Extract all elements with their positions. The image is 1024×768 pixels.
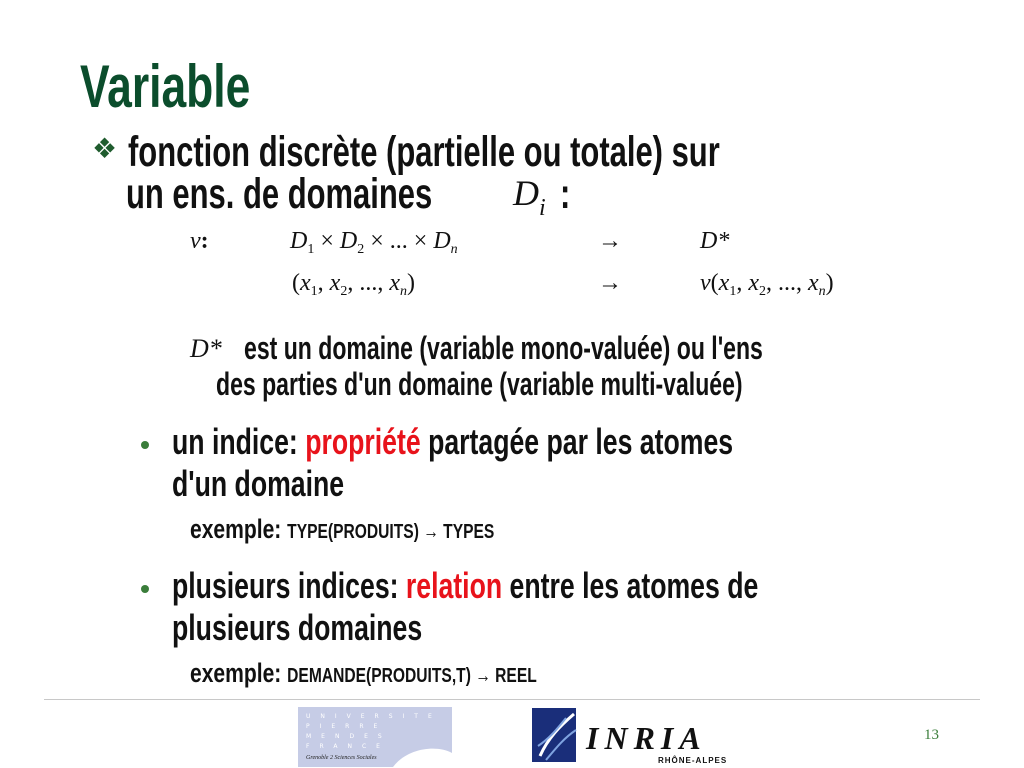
dstar-note-line-1: est un domaine (variable mono-valuée) ou l'ens	[244, 330, 763, 366]
def-v-label: v:	[190, 228, 209, 254]
example-2-value: DEMANDE(PRODUITS,T) → REEL	[287, 665, 537, 687]
example-1: exemple: TYPE(PRODUITS) → TYPES	[190, 514, 495, 544]
bullet-1-line-2: d'un domaine	[172, 463, 345, 504]
inria-wordmark: INRIA	[586, 720, 707, 756]
upmf-logo: UNIVERSITE PIERRE MENDES FRANCE Grenoble 2 Sciences Sociales	[298, 707, 452, 767]
dstar-note-line-2: des parties d'un domaine (variable multi-valuée)	[216, 366, 743, 402]
bullet-1-highlight: propriété	[305, 421, 421, 462]
dstar-symbol: D*	[190, 334, 222, 363]
inria-subtitle: RHÔNE-ALPES	[658, 756, 728, 765]
intro-line-1: fonction discrète (partielle ou totale) sur	[128, 128, 720, 176]
inria-logo	[528, 706, 748, 768]
page-number: 13	[924, 727, 939, 743]
slide-title: Variable	[80, 53, 251, 120]
inria-emblem-icon	[532, 708, 584, 764]
footer-divider	[44, 699, 980, 700]
bullet-dot-icon	[141, 585, 149, 593]
intro-colon: :	[560, 170, 571, 218]
example-1-value: TYPE(PRODUITS) → TYPES	[287, 521, 495, 543]
bullet-2-highlight: relation	[405, 565, 503, 606]
def-arrow-2: →	[598, 270, 622, 296]
domain-var-di: $D_i$	[513, 173, 546, 221]
bullet-dot-icon	[141, 441, 149, 449]
def-image: $v(x_1$, $x_2$, ..., $x_n$)	[700, 270, 834, 299]
def-codomain: D*	[700, 228, 730, 254]
def-tuple: ($x_1$, $x_2$, ..., $x_n$)	[292, 270, 415, 299]
def-arrow-1: →	[598, 228, 622, 254]
diamond-bullet-icon: ❖	[92, 134, 118, 165]
intro-line-2: un ens. de domaines	[126, 170, 433, 218]
bullet-2-line-2: plusieurs domaines	[172, 607, 423, 648]
bullet-1-line-1: un indice: propriété partagée par les atomes	[172, 421, 734, 462]
bullet-2-line-1: plusieurs indices: relation entre les atomes de	[172, 565, 759, 606]
def-domain-product: $D_1 \times D_2$ × ... × $D_n$	[290, 228, 458, 257]
example-2: exemple: DEMANDE(PRODUITS,T) → REEL	[190, 658, 537, 688]
